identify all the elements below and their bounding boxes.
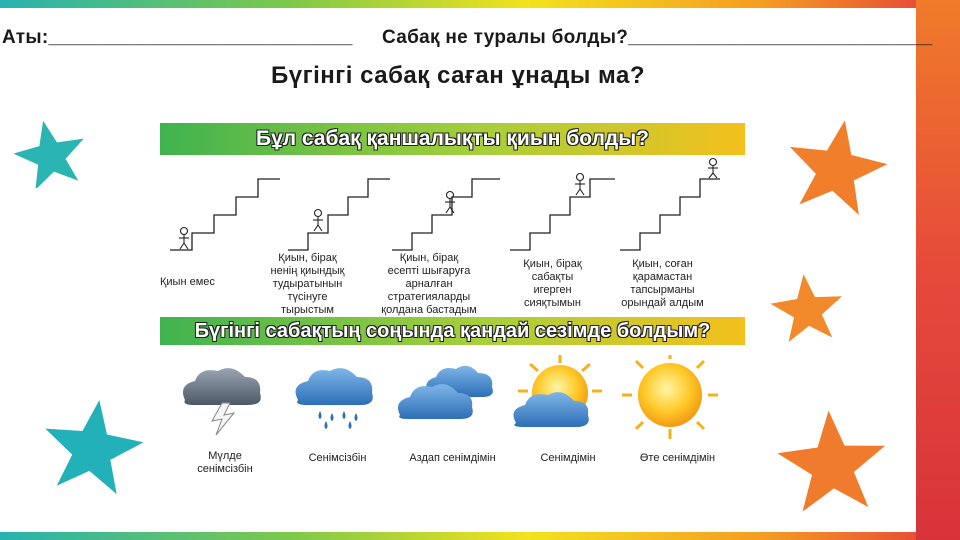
feeling-caption-3: Аздап сенімдімін <box>409 452 496 464</box>
difficulty-caption-5: Қиын, соған қарамастан тапсырманы орындай алдым <box>621 258 704 309</box>
star-icon-orange-bottom-right <box>772 405 892 515</box>
feeling-caption-4: Сенімдімін <box>540 452 596 464</box>
sun-icon <box>622 355 718 439</box>
top-rainbow-bar <box>0 0 960 8</box>
difficulty-caption-1: Қиын емес <box>160 276 215 288</box>
feeling-heading: Бүгінгі сабақтың соңында қандай сезімде болдым? <box>160 317 745 345</box>
feeling-caption-2: Сенімсізбін <box>308 452 367 464</box>
stick-figure-icons <box>179 159 718 250</box>
clouds-icon <box>398 366 493 419</box>
difficulty-caption-2: Қиын, бірақ ненің қиындық тудыратынын түсінуге тырыстым <box>270 252 345 316</box>
star-icon-orange-middle-right <box>767 272 847 342</box>
star-icon-teal-top-left <box>10 118 90 188</box>
sun-behind-cloud-icon <box>513 355 602 427</box>
difficulty-caption-3: Қиын, бірақ есепті шығаруға арналған стратегияларды қолдана бастадым <box>381 252 477 316</box>
difficulty-caption-4: Қиын, бірақ сабақты игерген сияқтымын <box>523 258 582 309</box>
rain-cloud-icon <box>296 368 373 429</box>
topic-question-label: Сабақ не туралы болды?____________________________ <box>382 27 933 48</box>
page-title: Бүгінгі сабақ саған ұнады ма? <box>271 62 645 89</box>
weather-icons-row <box>160 355 745 447</box>
staircase-illustration <box>160 155 745 255</box>
star-icon-teal-bottom-left <box>38 395 148 495</box>
feeling-caption-1: Мүлде сенімсізбін <box>197 450 253 475</box>
star-icon-orange-top-right <box>782 115 892 215</box>
bottom-rainbow-bar <box>0 532 960 540</box>
storm-cloud-icon <box>183 368 261 435</box>
feeling-caption-5: Өте сенімдімін <box>639 452 716 464</box>
difficulty-heading: Бұл сабақ қаншалықты қиын болды? <box>160 123 745 155</box>
name-field-label: Аты:____________________________ <box>2 27 353 48</box>
right-color-bar <box>916 0 960 540</box>
